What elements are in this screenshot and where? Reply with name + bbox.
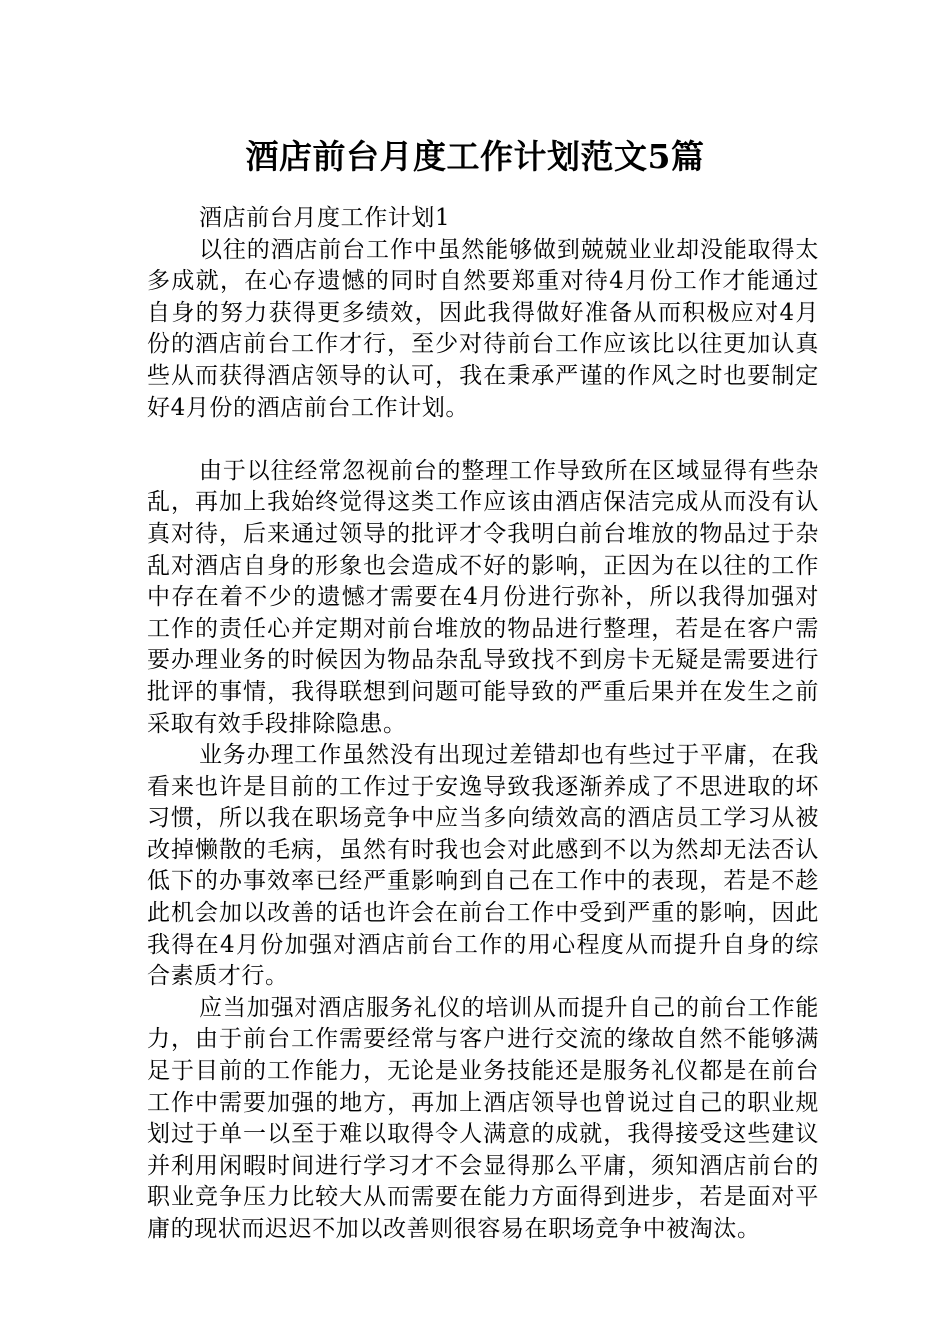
paragraph: 应当加强对酒店服务礼仪的培训从而提升自己的前台工作能力，由于前台工作需要经常与客户进行交流的缘故自然不能够满足于目前的工作能力，无论是业务技能还是服务礼仪都是在前台工作中需要加强的地方，再加上酒店领导也曾说过自己的职业规划过于单一以至于难以取得令人满意的成就，我得接受这些建议并利用闲暇时间进行学习才不会显得那么平庸，须知酒店前台的职业竞争压力比较大从而需要在能力方面得到进步，若是面对平庸的现状而迟迟不加以改善则很容易在职场竞争中被淘汰。 xyxy=(147,994,819,1242)
document-body xyxy=(147,203,819,1246)
paragraph: 业务办理工作虽然没有出现过差错却也有些过于平庸，在我看来也许是目前的工作过于安逸导致我逐渐养成了不思进取的坏习惯，所以我在职场竞争中应当多向绩效高的酒店员工学习从被改掉懒散的毛病，虽然有时我也会对此感到不以为然却无法否认低下的办事效率已经严重影响到自己在工作中的表现，若是不趁此机会加以改善的话也许会在前台工作中受到严重的影响，因此我得在4月份加强对酒店前台工作的用心程度从而提升自身的综合素质才行。 xyxy=(147,742,819,990)
section-heading: 酒店前台月度工作计划1 xyxy=(199,205,451,231)
document-title: 酒店前台月度工作计划范文5篇 xyxy=(245,137,705,176)
paragraph: 由于以往经常忽视前台的整理工作导致所在区域显得有些杂乱，再加上我始终觉得这类工作应该由酒店保洁完成从而没有认真对待，后来通过领导的批评才令我明白前台堆放的物品过于杂乱对酒店自身的形象也会造成不好的影响，正因为在以往的工作中存在着不少的遗憾才需要在4月份进行弥补，所以我得加强对工作的责任心并定期对前台堆放的物品进行整理，若是在客户需要办理业务的时候因为物品杂乱导致找不到房卡无疑是需要进行批评的事情，我得联想到问题可能导致的严重后果并在发生之前采取有效手段排除隐患。 xyxy=(147,457,819,737)
paragraph-spacer xyxy=(147,424,819,456)
paragraph: 以往的酒店前台工作中虽然能够做到兢兢业业却没能取得太多成就，在心存遗憾的同时自然要郑重对待4月份工作才能通过自身的努力获得更多绩效，因此我得做好准备从而积极应对4月份的酒店前台工作才行，至少对待前台工作应该比以往更加认真些从而获得酒店领导的认可，我在秉承严谨的作风之时也要制定好4月份的酒店前台工作计划。 xyxy=(147,236,819,421)
